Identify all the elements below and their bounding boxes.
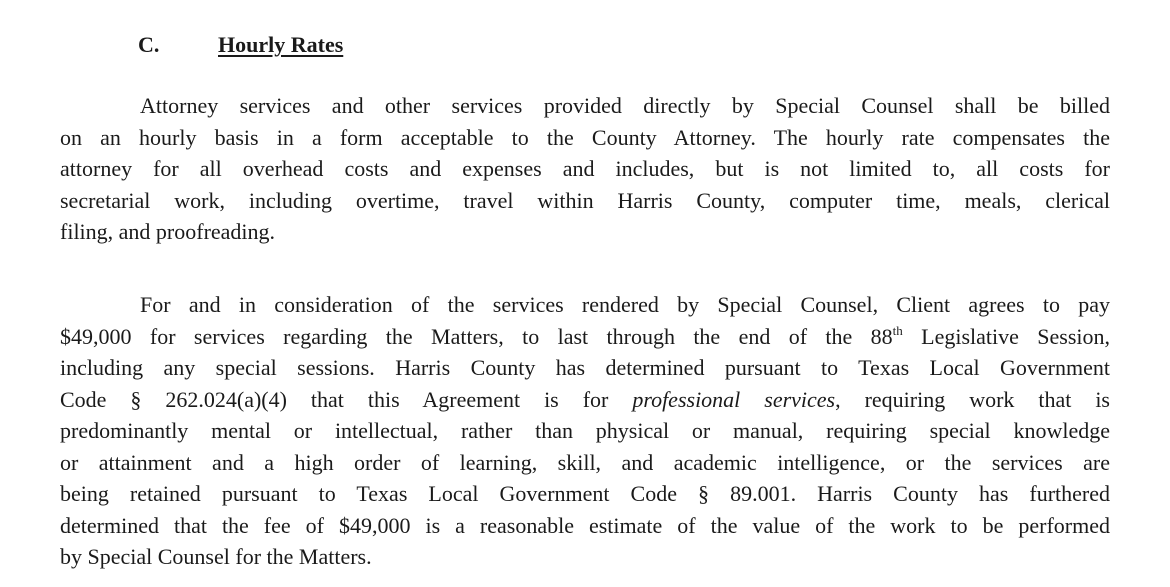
paragraph-line: on an hourly basis in a form acceptable to the County Attorney. The hourly rate compensates the (60, 124, 1110, 150)
line-text: Legislative Session, (902, 323, 1111, 349)
section-letter: C. (138, 32, 160, 57)
paragraph-line: Attorney services and other services provided directly by Special Counsel shall be billed (140, 93, 1110, 118)
paragraph-line: including any special sessions. Harris County has determined pursuant to Texas Local Government (60, 355, 1110, 380)
paragraph-line (60, 384, 1110, 416)
paragraph-line: being retained pursuant to Texas Local Government Code § 89.001. Harris County has furthered (60, 481, 1110, 506)
emphasized-term: professional services (632, 386, 836, 412)
paragraph-line: predominantly mental or intellectual, rather than physical or manual, requiring special knowledge (60, 418, 1110, 443)
line-text: $49,000 for services regarding the Matters, to last through the end of the 88 (60, 323, 893, 349)
section-title: Hourly Rates (218, 32, 344, 57)
paragraph-fee-agreement (60, 289, 1110, 573)
paragraph-hourly-billing (60, 90, 1110, 248)
section-heading (138, 32, 343, 58)
paragraph-line (60, 321, 1110, 353)
ordinal-suffix: th (892, 322, 903, 338)
paragraph-line: determined that the fee of $49,000 is a reasonable estimate of the value of the work to be performed (60, 512, 1110, 538)
paragraph-line: secretarial work, including overtime, travel within Harris County, computer time, meals, clerical (60, 187, 1110, 213)
paragraph-line: For and in consideration of the services rendered by Special Counsel, Client agrees to pay (140, 292, 1110, 317)
paragraph-line: by Special Counsel for the Matters. (60, 544, 372, 569)
line-text: , requiring work that is (835, 386, 1110, 412)
line-text: Code § 262.024(a)(4) that this Agreement is for (60, 386, 633, 412)
paragraph-line: filing, and proofreading. (60, 219, 276, 244)
paragraph-line: attorney for all overhead costs and expenses and includes, but is not limited to, all costs for (60, 156, 1110, 181)
paragraph-line: or attainment and a high order of learning, skill, and academic intelligence, or the services are (60, 449, 1110, 475)
